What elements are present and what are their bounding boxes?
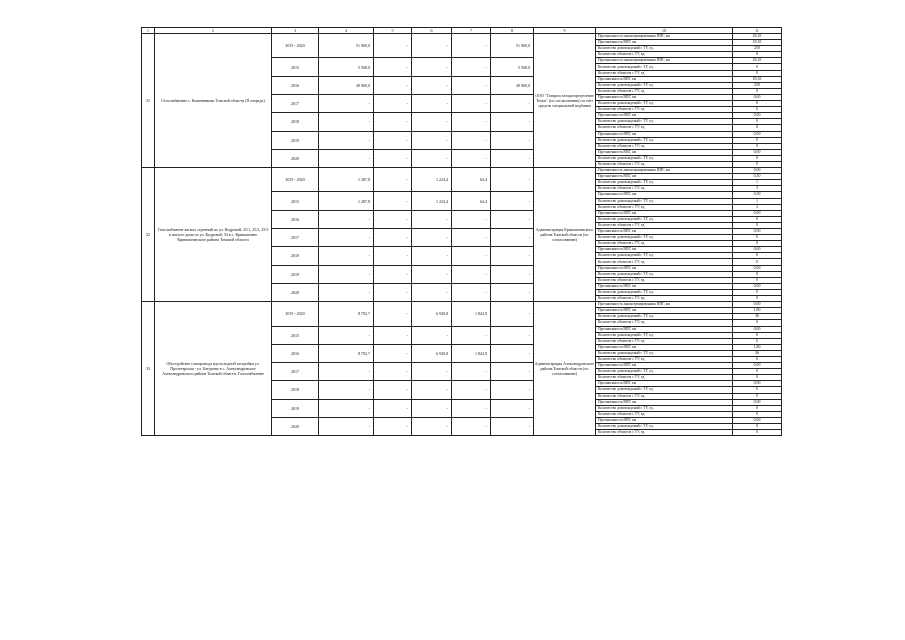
indicator-name: Количество домовладений с ТУ, ед. — [596, 155, 733, 161]
indicator-name: Количество объектов с ТУ, ед. — [596, 356, 733, 362]
indicator-name: Количество объектов с ТУ, ед. — [596, 204, 733, 210]
indicator-name: Количество объектов с ТУ, ед. — [596, 277, 733, 283]
amount-mb: 64,4 — [452, 192, 491, 210]
year-cell: 2020 — [272, 283, 319, 301]
indicator-name: Количество домовладений с ТУ, ед. — [596, 253, 733, 259]
amount-mb: - — [452, 94, 491, 112]
amount-ob: - — [412, 363, 452, 381]
indicator-value: 0 — [733, 332, 782, 338]
amount-total: - — [319, 381, 374, 399]
amount-fb: - — [374, 94, 412, 112]
indicator-value: 0,00 — [733, 113, 782, 119]
amount-mb: 1 842,9 — [452, 344, 491, 362]
indicator-value: 0 — [733, 271, 782, 277]
header-cell-1: 1 — [142, 28, 155, 34]
row-number: 32 — [142, 168, 155, 302]
indicator-name: Протяженность ВПГ, км — [596, 149, 733, 155]
executor: ООО "Газпром газораспределение Томск" (по согласованию) за счет средств специальной надбавки — [534, 34, 596, 168]
indicator-value: 0 — [733, 88, 782, 94]
measure-name: Газоснабжение жилых строений по ул. Кедровой, 25/1, 25/2, 25/3 и жилого дома по ул. Кедровой, 34 в с. Кривошеино Кривошеинского района Томской области — [155, 168, 272, 302]
indicator-value: 0 — [733, 143, 782, 149]
amount-total: - — [319, 417, 374, 435]
indicator-name: Количество объектов с ТУ, ед. — [596, 88, 733, 94]
indicator-name: Количество объектов с ТУ, ед. — [596, 107, 733, 113]
amount-vb: 49 000,0 — [491, 76, 534, 94]
amount-total: 1 287,8 — [319, 168, 374, 192]
amount-ob: - — [412, 94, 452, 112]
indicator-value: 0 — [733, 387, 782, 393]
amount-total: 49 000,0 — [319, 76, 374, 94]
amount-vb: 5 500,0 — [491, 58, 534, 76]
amount-mb: - — [452, 399, 491, 417]
year-cell: 2017 — [272, 363, 319, 381]
indicator-value: 0 — [733, 430, 782, 436]
indicator-value: 0 — [733, 107, 782, 113]
amount-ob: - — [412, 113, 452, 131]
indicator-value: 0 — [733, 375, 782, 381]
amount-ob: - — [412, 76, 452, 94]
amount-fb: - — [374, 265, 412, 283]
program-table — [141, 27, 782, 436]
amount-total: - — [319, 113, 374, 131]
indicator-name: Количество домовладений с ТУ, ед. — [596, 350, 733, 356]
amount-total: 1 287,8 — [319, 192, 374, 210]
amount-vb: - — [491, 265, 534, 283]
indicator-value: 0,00 — [733, 247, 782, 253]
indicator-value: 1 — [733, 180, 782, 186]
indicator-name: Количество домовладений с ТУ, ед. — [596, 82, 733, 88]
indicator-name: Протяженность ВПГ, км — [596, 113, 733, 119]
indicator-name: Количество объектов с ТУ, ед. — [596, 411, 733, 417]
amount-mb: - — [452, 326, 491, 344]
indicator-value: 0 — [733, 369, 782, 375]
amount-total: - — [319, 326, 374, 344]
amount-mb: - — [452, 283, 491, 301]
amount-mb: - — [452, 58, 491, 76]
amount-ob: - — [412, 229, 452, 247]
indicator-value: 3 — [733, 204, 782, 210]
indicator-value: 0 — [733, 405, 782, 411]
indicator-name: Количество домовладений с ТУ, ед. — [596, 64, 733, 70]
amount-vb: 51 000,0 — [491, 34, 534, 58]
year-cell: 2016 — [272, 210, 319, 228]
amount-mb: - — [452, 265, 491, 283]
document-page — [141, 27, 781, 469]
indicator-value: 0 — [733, 296, 782, 302]
amount-mb: - — [452, 363, 491, 381]
indicator-value: 0,00 — [733, 131, 782, 137]
indicator-value: 0 — [733, 338, 782, 344]
amount-mb: - — [452, 417, 491, 435]
indicator-name: Количество объектов с ТУ, ед. — [596, 125, 733, 131]
amount-ob: - — [412, 399, 452, 417]
indicator-name: Количество домовладений с ТУ, ед. — [596, 369, 733, 375]
year-cell: 2019 — [272, 265, 319, 283]
amount-vb: - — [491, 344, 534, 362]
indicator-value: 0,00 — [733, 94, 782, 100]
indicator-name: Протяженность ВПГ, км — [596, 381, 733, 387]
amount-ob: - — [412, 417, 452, 435]
measure-name: Обустройство газопровода вдоль водной застройки ул. Пролетарская - ул. Батурина в с. Александровское Александровского района Томской области. Газоснабжение — [155, 302, 272, 436]
amount-fb: - — [374, 131, 412, 149]
indicator-name: Протяженность законсервированных ВПГ, км — [596, 168, 733, 174]
indicator-name: Количество объектов с ТУ, ед. — [596, 186, 733, 192]
indicator-name: Количество объектов с ТУ, ед. — [596, 70, 733, 76]
indicator-value: 0 — [733, 64, 782, 70]
amount-total: - — [319, 131, 374, 149]
header-cell-11: 11 — [733, 28, 782, 34]
indicator-name: Протяженность ВПГ, км — [596, 131, 733, 137]
indicator-value: 1,80 — [733, 344, 782, 350]
header-cell-7: 7 — [452, 28, 491, 34]
amount-total: - — [319, 399, 374, 417]
year-cell: 2018 — [272, 113, 319, 131]
amount-mb: 1 842,9 — [452, 302, 491, 326]
amount-fb: - — [374, 149, 412, 167]
amount-total: - — [319, 210, 374, 228]
amount-ob: - — [412, 283, 452, 301]
amount-ob: - — [412, 247, 452, 265]
amount-fb: - — [374, 302, 412, 326]
indicator-name: Количество объектов с ТУ, ед. — [596, 52, 733, 58]
amount-mb: - — [452, 229, 491, 247]
amount-mb: - — [452, 34, 491, 58]
header-cell-6: 6 — [412, 28, 452, 34]
indicator-name: Количество домовладений с ТУ, ед. — [596, 424, 733, 430]
indicator-name: Количество домовладений с ТУ, ед. — [596, 137, 733, 143]
indicator-value: 3 — [733, 186, 782, 192]
amount-total: - — [319, 265, 374, 283]
year-cell: 2016 — [272, 344, 319, 362]
indicator-value: 0 — [733, 216, 782, 222]
amount-total: 5 500,0 — [319, 58, 374, 76]
header-cell-2: 2 — [155, 28, 272, 34]
indicator-name: Протяженность законсервированных ВПГ, км — [596, 34, 733, 40]
amount-mb: - — [452, 76, 491, 94]
year-cell: 2018 — [272, 247, 319, 265]
row-number: 31 — [142, 34, 155, 168]
indicator-value: 0,00 — [733, 229, 782, 235]
year-cell: 2015 — [272, 58, 319, 76]
indicator-name: Протяженность законсервированных ВПГ, км — [596, 302, 733, 308]
indicator-value: 0 — [733, 222, 782, 228]
amount-fb: - — [374, 399, 412, 417]
amount-ob: - — [412, 210, 452, 228]
amount-vb: - — [491, 113, 534, 131]
amount-total: - — [319, 149, 374, 167]
indicator-name: Количество домовладений с ТУ, ед. — [596, 405, 733, 411]
amount-total: - — [319, 283, 374, 301]
amount-ob: - — [412, 131, 452, 149]
year-cell: 2016 — [272, 76, 319, 94]
amount-total: - — [319, 363, 374, 381]
amount-total: 51 000,0 — [319, 34, 374, 58]
indicator-name: Протяженность ВПГ, км — [596, 344, 733, 350]
indicator-value: 18,35 — [733, 76, 782, 82]
amount-ob: - — [412, 34, 452, 58]
year-cell: 2020 — [272, 149, 319, 167]
indicator-value: 0 — [733, 235, 782, 241]
amount-fb: - — [374, 58, 412, 76]
amount-fb: - — [374, 113, 412, 131]
amount-fb: - — [374, 34, 412, 58]
indicator-name: Количество объектов с ТУ, ед. — [596, 222, 733, 228]
indicator-name: Протяженность ВПГ, км — [596, 40, 733, 46]
indicator-value: 0 — [733, 241, 782, 247]
header-cell-3: 3 — [272, 28, 319, 34]
indicator-value: 0,00 — [733, 381, 782, 387]
indicator-name: Количество домовладений с ТУ, ед. — [596, 119, 733, 125]
indicator-name: Протяженность ВПГ, км — [596, 326, 733, 332]
indicator-value: 36 — [733, 350, 782, 356]
indicator-name: Количество объектов с ТУ, ед. — [596, 259, 733, 265]
indicator-value: 0 — [733, 424, 782, 430]
indicator-name: Количество объектов с ТУ, ед. — [596, 375, 733, 381]
amount-ob: 6 949,8 — [412, 302, 452, 326]
year-cell: 2017 — [272, 229, 319, 247]
year-cell: 2015 — [272, 326, 319, 344]
indicator-value: 0 — [733, 70, 782, 76]
amount-vb: - — [491, 149, 534, 167]
indicator-value: 36 — [733, 314, 782, 320]
indicator-name: Протяженность ВПГ, км — [596, 308, 733, 314]
measure-name: Газоснабжение с. Кожевниково Томской области (II очередь) — [155, 34, 272, 168]
amount-mb: 64,4 — [452, 168, 491, 192]
indicator-name: Количество домовладений с ТУ, ед. — [596, 271, 733, 277]
indicator-name: Протяженность ВПГ, км — [596, 399, 733, 405]
indicator-value: 0,00 — [733, 149, 782, 155]
indicator-value: 0 — [733, 125, 782, 131]
year-cell: 2018 — [272, 381, 319, 399]
indicator-name: Протяженность ВПГ, км — [596, 229, 733, 235]
amount-vb: - — [491, 247, 534, 265]
amount-mb: - — [452, 381, 491, 399]
amount-fb: - — [374, 344, 412, 362]
indicator-name: Количество домовладений с ТУ, ед. — [596, 46, 733, 52]
indicator-name: Количество домовладений с ТУ, ед. — [596, 101, 733, 107]
indicator-name: Количество объектов с ТУ, ед. — [596, 393, 733, 399]
amount-fb: - — [374, 76, 412, 94]
amount-fb: - — [374, 363, 412, 381]
header-cell-4: 4 — [319, 28, 374, 34]
year-cell: 2017 — [272, 94, 319, 112]
indicator-value: 0 — [733, 356, 782, 362]
indicator-value: 0 — [733, 320, 782, 326]
amount-fb: - — [374, 168, 412, 192]
indicator-name: Протяженность ВПГ, км — [596, 76, 733, 82]
indicator-value: 0 — [733, 137, 782, 143]
amount-vb: - — [491, 283, 534, 301]
indicator-name: Количество объектов с ТУ, ед. — [596, 320, 733, 326]
indicator-name: Количество домовладений с ТУ, ед. — [596, 314, 733, 320]
indicator-value: 0 — [733, 253, 782, 259]
indicator-value: 0 — [733, 101, 782, 107]
amount-total: - — [319, 229, 374, 247]
indicator-name: Количество домовладений с ТУ, ед. — [596, 198, 733, 204]
indicator-value: 0 — [733, 161, 782, 167]
indicator-name: Количество объектов с ТУ, ед. — [596, 338, 733, 344]
header-cell-10: 10 — [596, 28, 733, 34]
indicator-name: Протяженность ВПГ, км — [596, 174, 733, 180]
amount-vb: - — [491, 399, 534, 417]
indicator-name: Количество объектов с ТУ, ед. — [596, 430, 733, 436]
indicator-name: Количество объектов с ТУ, ед. — [596, 143, 733, 149]
amount-vb: - — [491, 381, 534, 399]
header-cell-5: 5 — [374, 28, 412, 34]
indicator-value: 0,00 — [733, 302, 782, 308]
header-cell-8: 8 — [491, 28, 534, 34]
amount-vb: - — [491, 302, 534, 326]
indicator-name: Количество домовладений с ТУ, ед. — [596, 216, 733, 222]
indicator-name: Протяженность ВПГ, км — [596, 283, 733, 289]
amount-total: 8 792,7 — [319, 344, 374, 362]
indicator-value: 0 — [733, 411, 782, 417]
amount-vb: - — [491, 326, 534, 344]
indicator-name: Протяженность ВПГ, км — [596, 363, 733, 369]
indicator-value: 0,30 — [733, 174, 782, 180]
indicator-name: Протяженность ВПГ, км — [596, 417, 733, 423]
header-cell-9: 9 — [534, 28, 596, 34]
amount-ob: - — [412, 149, 452, 167]
indicator-value: 250 — [733, 46, 782, 52]
indicator-value: 0,00 — [733, 363, 782, 369]
amount-ob: 1 223,4 — [412, 168, 452, 192]
year-cell: 2019 — [272, 399, 319, 417]
indicator-name: Протяженность ВПГ, км — [596, 265, 733, 271]
amount-fb: - — [374, 229, 412, 247]
amount-fb: - — [374, 210, 412, 228]
indicator-value: 1,80 — [733, 308, 782, 314]
amount-ob: - — [412, 58, 452, 76]
amount-vb: - — [491, 168, 534, 192]
amount-fb: - — [374, 381, 412, 399]
indicator-value: 0,00 — [733, 399, 782, 405]
amount-vb: - — [491, 229, 534, 247]
amount-fb: - — [374, 192, 412, 210]
indicator-name: Количество домовладений с ТУ, ед. — [596, 180, 733, 186]
year-cell: 2020 — [272, 417, 319, 435]
indicator-value: 0,00 — [733, 210, 782, 216]
amount-fb: - — [374, 247, 412, 265]
amount-vb: - — [491, 131, 534, 149]
amount-ob: 6 949,8 — [412, 344, 452, 362]
indicator-value: 250 — [733, 82, 782, 88]
indicator-value: 18,35 — [733, 34, 782, 40]
year-cell: 2015 - 2020 — [272, 168, 319, 192]
amount-total: - — [319, 247, 374, 265]
amount-mb: - — [452, 113, 491, 131]
indicator-name: Количество объектов с ТУ, ед. — [596, 161, 733, 167]
indicator-value: 0 — [733, 155, 782, 161]
indicator-value: 0 — [733, 119, 782, 125]
amount-vb: - — [491, 192, 534, 210]
indicator-value: 1 — [733, 198, 782, 204]
indicator-value: 0,30 — [733, 192, 782, 198]
amount-total: - — [319, 94, 374, 112]
amount-mb: - — [452, 247, 491, 265]
amount-fb: - — [374, 283, 412, 301]
indicator-name: Протяженность ВПГ, км — [596, 192, 733, 198]
amount-ob: 1 223,4 — [412, 192, 452, 210]
indicator-value: 0,00 — [733, 417, 782, 423]
amount-fb: - — [374, 417, 412, 435]
indicator-name: Количество объектов с ТУ, ед. — [596, 241, 733, 247]
year-cell: 2015 - 2020 — [272, 34, 319, 58]
amount-mb: - — [452, 149, 491, 167]
year-cell: 2019 — [272, 131, 319, 149]
indicator-value: 0,00 — [733, 283, 782, 289]
indicator-name: Количество домовладений с ТУ, ед. — [596, 235, 733, 241]
indicator-name: Протяженность ВПГ, км — [596, 94, 733, 100]
amount-fb: - — [374, 326, 412, 344]
indicator-name: Протяженность ВПГ, км — [596, 210, 733, 216]
indicator-name: Количество домовладений с ТУ, ед. — [596, 387, 733, 393]
indicator-value: 0,00 — [733, 265, 782, 271]
amount-mb: - — [452, 131, 491, 149]
row-number: 33 — [142, 302, 155, 436]
indicator-value: 0 — [733, 289, 782, 295]
indicator-name: Протяженность законсервированных ВПГ, км — [596, 58, 733, 64]
amount-vb: - — [491, 417, 534, 435]
amount-vb: - — [491, 363, 534, 381]
amount-vb: - — [491, 94, 534, 112]
indicator-name: Количество домовладений с ТУ, ед. — [596, 289, 733, 295]
executor: Администрация Александровского района Томской области (по согласованию) — [534, 302, 596, 436]
indicator-name: Количество домовладений с ТУ, ед. — [596, 332, 733, 338]
indicator-value: 18,35 — [733, 58, 782, 64]
amount-ob: - — [412, 381, 452, 399]
amount-ob: - — [412, 265, 452, 283]
amount-mb: - — [452, 210, 491, 228]
amount-vb: - — [491, 210, 534, 228]
amount-ob: - — [412, 326, 452, 344]
indicator-value: 0 — [733, 393, 782, 399]
indicator-value: 0,00 — [733, 168, 782, 174]
indicator-value: 0,00 — [733, 326, 782, 332]
indicator-name: Протяженность ВПГ, км — [596, 247, 733, 253]
indicator-value: 0 — [733, 52, 782, 58]
indicator-name: Количество объектов с ТУ, ед. — [596, 296, 733, 302]
year-cell: 2015 - 2020 — [272, 302, 319, 326]
indicator-value: 18,35 — [733, 40, 782, 46]
indicator-value: 0 — [733, 277, 782, 283]
indicator-value: 0 — [733, 259, 782, 265]
executor: Администрация Кривошеинского района Томской области (по согласованию) — [534, 168, 596, 302]
year-cell: 2015 — [272, 192, 319, 210]
amount-total: 8 792,7 — [319, 302, 374, 326]
